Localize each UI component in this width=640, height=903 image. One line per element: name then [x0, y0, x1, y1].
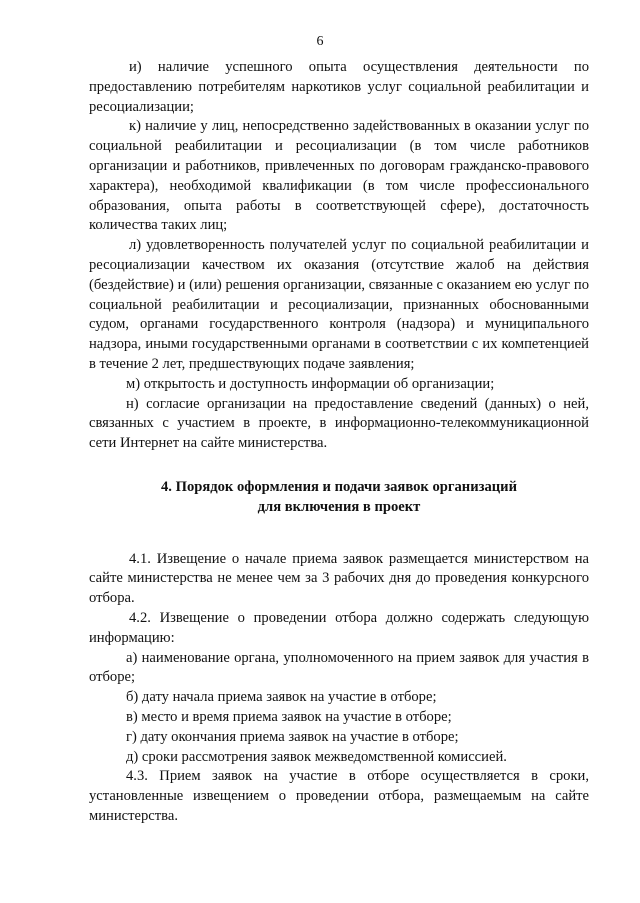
list-item-g: г) дату окончания приема заявок на участие в отборе; [126, 728, 459, 745]
paragraph-4-3: 4.3. Прием заявок на участие в отборе осуществляется в сроки, установленные извещением о проведении отбора, размещаемым на сайте министерства. [89, 768, 589, 824]
page-number: 6 [316, 34, 324, 49]
document-body [89, 58, 589, 827]
list-item-v: в) место и время приема заявок на участие в отборе; [126, 708, 452, 725]
criterion-k: к) наличие у лиц, непосредственно задействованных в оказании услуг по социальной реабилитации и ресоциализации (в том числе работников организации и работников, привлеченных по договорам гражданско-правового характера), необходимой квалификации (в том числе профессионального образования, опыта работы в соответствующей сфере), достаточность количества таких лиц; [89, 118, 589, 234]
criterion-l: л) удовлетворенность получателей услуг по социальной реабилитации и ресоциализации качеством их оказания (отсутствие жалоб на действия (бездействие) и (или) решения организации, связанные с оказанием ею услуг по социальной реабилитации и ресоциализации, признанных обоснованными судом, органами государственного контроля (надзора) и муниципального надзора, иными государственными органами в соответствии с их компетенцией в течение 2 лет, предшествующих подаче заявления; [89, 237, 589, 372]
criterion-n: н) согласие организации на предоставление сведений (данных) о ней, связанных с участием в проекте, в информационно-телекоммуникационной сети Интернет на сайте министерства. [89, 395, 589, 452]
list-item-b: б) дату начала приема заявок на участие в отборе; [126, 689, 437, 706]
paragraph-4-2: 4.2. Извещение о проведении отбора должно содержать следующую информацию: [89, 609, 589, 646]
paragraph-4-1: 4.1. Извещение о начале приема заявок размещается министерством на сайте министерства не менее чем за 3 рабочих дня до проведения конкурсного отбора. [89, 550, 589, 607]
section-heading [89, 478, 589, 518]
list-item-a: а) наименование органа, уполномоченного на прием заявок для участия в отборе; [89, 649, 589, 686]
section-heading-line-2: для включения в проект [257, 498, 421, 515]
criterion-i: и) наличие успешного опыта осуществления деятельности по предоставлению потребителям наркотиков услуг социальной реабилитации и ресоциализации; [89, 59, 589, 115]
list-item-d: д) сроки рассмотрения заявок межведомственной комиссией. [126, 748, 507, 765]
criterion-m: м) открытость и доступность информации об организации; [126, 375, 495, 392]
section-heading-line-1: 4. Порядок оформления и подачи заявок организаций [161, 478, 517, 495]
